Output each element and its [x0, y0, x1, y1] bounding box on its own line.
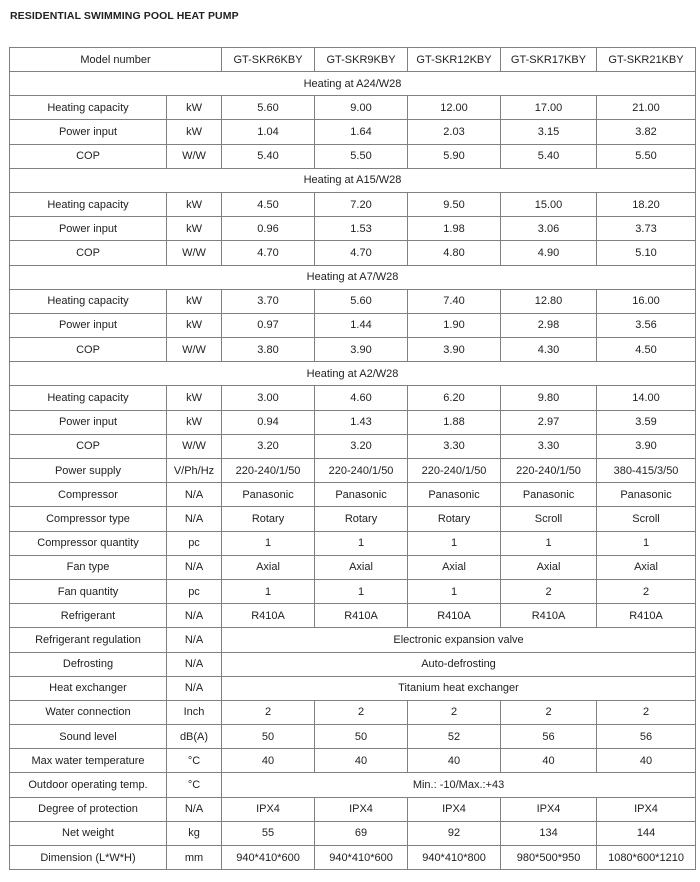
cell-value: 0.97 — [222, 313, 315, 337]
cell-value: R410A — [408, 604, 501, 628]
cell-value: 16.00 — [597, 289, 696, 313]
cell-value: 4.30 — [501, 338, 597, 362]
cell-value: 1 — [222, 531, 315, 555]
row-label: Power input — [10, 217, 167, 241]
cell-value: 4.80 — [408, 241, 501, 265]
cell-value: 56 — [597, 725, 696, 749]
cell-value: 50 — [315, 725, 408, 749]
row-label: Refrigerant — [10, 604, 167, 628]
cell-value: 3.73 — [597, 217, 696, 241]
cell-value: Rotary — [408, 507, 501, 531]
cell-value: 2 — [315, 700, 408, 724]
row-label: Power input — [10, 120, 167, 144]
row-label: Heating capacity — [10, 289, 167, 313]
row-label: COP — [10, 434, 167, 458]
table-row — [10, 434, 696, 458]
table-row — [10, 217, 696, 241]
cell-value: 7.40 — [408, 289, 501, 313]
cell-value: 4.70 — [222, 241, 315, 265]
cell-value: 5.60 — [315, 289, 408, 313]
row-label: Degree of protection — [10, 797, 167, 821]
cell-value: 3.30 — [408, 434, 501, 458]
row-unit: N/A — [167, 604, 222, 628]
model-name: GT-SKR17KBY — [501, 48, 597, 72]
row-label: Fan type — [10, 555, 167, 579]
cell-value: 940*410*800 — [408, 846, 501, 870]
row-unit: N/A — [167, 652, 222, 676]
table-row — [10, 410, 696, 434]
cell-value: 1 — [315, 579, 408, 603]
row-label: Water connection — [10, 700, 167, 724]
cell-value: 1.53 — [315, 217, 408, 241]
section-heading: Heating at A2/W28 — [10, 362, 696, 386]
row-label: Sound level — [10, 725, 167, 749]
cell-value: 3.15 — [501, 120, 597, 144]
table-row — [10, 749, 696, 773]
row-unit: W/W — [167, 338, 222, 362]
cell-value: 3.20 — [315, 434, 408, 458]
cell-value: 4.50 — [597, 338, 696, 362]
table-row — [10, 96, 696, 120]
cell-value: Panasonic — [315, 483, 408, 507]
cell-value: 9.80 — [501, 386, 597, 410]
cell-value: R410A — [222, 604, 315, 628]
model-number-label: Model number — [10, 48, 222, 72]
cell-value: 9.50 — [408, 192, 501, 216]
row-label: Fan quantity — [10, 579, 167, 603]
row-label: Power input — [10, 410, 167, 434]
model-name: GT-SKR12KBY — [408, 48, 501, 72]
row-unit: kW — [167, 217, 222, 241]
row-unit: N/A — [167, 797, 222, 821]
cell-value: R410A — [501, 604, 597, 628]
row-unit: N/A — [167, 483, 222, 507]
row-label: Dimension (L*W*H) — [10, 846, 167, 870]
cell-value: 3.82 — [597, 120, 696, 144]
cell-value: IPX4 — [408, 797, 501, 821]
cell-value: Panasonic — [597, 483, 696, 507]
cell-value: Axial — [222, 555, 315, 579]
row-unit: °C — [167, 749, 222, 773]
cell-value: 3.30 — [501, 434, 597, 458]
cell-value: 92 — [408, 821, 501, 845]
cell-value: Scroll — [597, 507, 696, 531]
row-label: Compressor quantity — [10, 531, 167, 555]
table-row — [10, 604, 696, 628]
section-heading-row — [10, 362, 696, 386]
row-label: Compressor type — [10, 507, 167, 531]
row-unit: kW — [167, 313, 222, 337]
cell-value: 4.70 — [315, 241, 408, 265]
cell-value: 2 — [597, 579, 696, 603]
cell-value: R410A — [315, 604, 408, 628]
table-row — [10, 652, 696, 676]
cell-value: 2.98 — [501, 313, 597, 337]
cell-value: 3.56 — [597, 313, 696, 337]
cell-value: 1.04 — [222, 120, 315, 144]
cell-value: 3.90 — [315, 338, 408, 362]
cell-value: 0.96 — [222, 217, 315, 241]
table-row — [10, 579, 696, 603]
cell-value: 2.97 — [501, 410, 597, 434]
section-heading-row — [10, 265, 696, 289]
row-label: Heating capacity — [10, 96, 167, 120]
table-row — [10, 773, 696, 797]
row-label: Power input — [10, 313, 167, 337]
cell-value: 3.90 — [408, 338, 501, 362]
row-label: Refrigerant regulation — [10, 628, 167, 652]
merged-value: Titanium heat exchanger — [222, 676, 696, 700]
table-row — [10, 192, 696, 216]
cell-value: 69 — [315, 821, 408, 845]
cell-value: 9.00 — [315, 96, 408, 120]
table-row — [10, 459, 696, 483]
row-label: Heat exchanger — [10, 676, 167, 700]
spec-table — [9, 47, 696, 870]
cell-value: 2 — [501, 700, 597, 724]
cell-value: 0.94 — [222, 410, 315, 434]
cell-value: 1 — [408, 531, 501, 555]
row-unit: W/W — [167, 434, 222, 458]
cell-value: 220-240/1/50 — [222, 459, 315, 483]
cell-value: 40 — [597, 749, 696, 773]
row-unit: pc — [167, 531, 222, 555]
table-row — [10, 531, 696, 555]
cell-value: 980*500*950 — [501, 846, 597, 870]
cell-value: IPX4 — [315, 797, 408, 821]
cell-value: 2 — [597, 700, 696, 724]
cell-value: 1 — [408, 579, 501, 603]
row-unit: N/A — [167, 507, 222, 531]
row-unit: kW — [167, 289, 222, 313]
header-row — [10, 48, 696, 72]
cell-value: 40 — [408, 749, 501, 773]
table-row — [10, 725, 696, 749]
cell-value: 15.00 — [501, 192, 597, 216]
cell-value: 1.44 — [315, 313, 408, 337]
cell-value: Panasonic — [222, 483, 315, 507]
cell-value: 40 — [315, 749, 408, 773]
table-row — [10, 241, 696, 265]
table-row — [10, 797, 696, 821]
cell-value: Panasonic — [408, 483, 501, 507]
row-unit: mm — [167, 846, 222, 870]
table-row — [10, 700, 696, 724]
row-label: Heating capacity — [10, 192, 167, 216]
table-row — [10, 144, 696, 168]
merged-value: Min.: -10/Max.:+43 — [222, 773, 696, 797]
cell-value: 144 — [597, 821, 696, 845]
cell-value: 1 — [501, 531, 597, 555]
page-title: RESIDENTIAL SWIMMING POOL HEAT PUMP — [10, 10, 239, 22]
model-name: GT-SKR6KBY — [222, 48, 315, 72]
cell-value: 134 — [501, 821, 597, 845]
cell-value: 940*410*600 — [315, 846, 408, 870]
cell-value: 1.43 — [315, 410, 408, 434]
cell-value: 5.40 — [222, 144, 315, 168]
row-unit: N/A — [167, 628, 222, 652]
table-row — [10, 313, 696, 337]
cell-value: 2.03 — [408, 120, 501, 144]
section-heading: Heating at A15/W28 — [10, 168, 696, 192]
cell-value: 40 — [501, 749, 597, 773]
row-label: Compressor — [10, 483, 167, 507]
cell-value: 12.00 — [408, 96, 501, 120]
cell-value: 55 — [222, 821, 315, 845]
cell-value: Scroll — [501, 507, 597, 531]
cell-value: 12.80 — [501, 289, 597, 313]
row-label: Outdoor operating temp. — [10, 773, 167, 797]
cell-value: 4.50 — [222, 192, 315, 216]
cell-value: 5.40 — [501, 144, 597, 168]
row-unit: N/A — [167, 555, 222, 579]
table-row — [10, 483, 696, 507]
cell-value: 50 — [222, 725, 315, 749]
cell-value: IPX4 — [501, 797, 597, 821]
row-unit: kW — [167, 192, 222, 216]
cell-value: Axial — [315, 555, 408, 579]
cell-value: 17.00 — [501, 96, 597, 120]
row-unit: V/Ph/Hz — [167, 459, 222, 483]
table-row — [10, 555, 696, 579]
cell-value: 940*410*600 — [222, 846, 315, 870]
cell-value: Rotary — [315, 507, 408, 531]
cell-value: 52 — [408, 725, 501, 749]
table-row — [10, 507, 696, 531]
cell-value: 1.88 — [408, 410, 501, 434]
cell-value: 21.00 — [597, 96, 696, 120]
cell-value: 380-415/3/50 — [597, 459, 696, 483]
cell-value: 5.50 — [597, 144, 696, 168]
cell-value: 40 — [222, 749, 315, 773]
row-unit: pc — [167, 579, 222, 603]
table-row — [10, 289, 696, 313]
row-unit: N/A — [167, 676, 222, 700]
cell-value: 1 — [597, 531, 696, 555]
cell-value: 2 — [501, 579, 597, 603]
cell-value: 4.90 — [501, 241, 597, 265]
cell-value: 2 — [222, 700, 315, 724]
row-unit: kW — [167, 120, 222, 144]
row-unit: kg — [167, 821, 222, 845]
cell-value: 3.90 — [597, 434, 696, 458]
cell-value: 3.06 — [501, 217, 597, 241]
table-row — [10, 821, 696, 845]
row-unit: kW — [167, 386, 222, 410]
cell-value: R410A — [597, 604, 696, 628]
table-row — [10, 628, 696, 652]
section-heading-row — [10, 168, 696, 192]
model-name: GT-SKR9KBY — [315, 48, 408, 72]
cell-value: 220-240/1/50 — [315, 459, 408, 483]
cell-value: 5.10 — [597, 241, 696, 265]
cell-value: 4.60 — [315, 386, 408, 410]
cell-value: Rotary — [222, 507, 315, 531]
cell-value: 3.80 — [222, 338, 315, 362]
row-unit: W/W — [167, 241, 222, 265]
cell-value: 14.00 — [597, 386, 696, 410]
row-label: Max water temperature — [10, 749, 167, 773]
cell-value: 5.50 — [315, 144, 408, 168]
merged-value: Electronic expansion valve — [222, 628, 696, 652]
row-unit: dB(A) — [167, 725, 222, 749]
cell-value: 6.20 — [408, 386, 501, 410]
cell-value: 1.98 — [408, 217, 501, 241]
row-label: Heating capacity — [10, 386, 167, 410]
table-row — [10, 120, 696, 144]
cell-value: Axial — [408, 555, 501, 579]
cell-value: Axial — [597, 555, 696, 579]
cell-value: 18.20 — [597, 192, 696, 216]
section-heading: Heating at A24/W28 — [10, 72, 696, 96]
model-name: GT-SKR21KBY — [597, 48, 696, 72]
row-label: COP — [10, 241, 167, 265]
cell-value: 56 — [501, 725, 597, 749]
cell-value: IPX4 — [222, 797, 315, 821]
cell-value: 5.60 — [222, 96, 315, 120]
row-unit: kW — [167, 410, 222, 434]
row-label: COP — [10, 144, 167, 168]
table-row — [10, 676, 696, 700]
cell-value: 3.59 — [597, 410, 696, 434]
cell-value: 1 — [315, 531, 408, 555]
row-unit: Inch — [167, 700, 222, 724]
cell-value: 1080*600*1210 — [597, 846, 696, 870]
table-row — [10, 338, 696, 362]
section-heading-row — [10, 72, 696, 96]
cell-value: 1.90 — [408, 313, 501, 337]
cell-value: 1.64 — [315, 120, 408, 144]
cell-value: 3.00 — [222, 386, 315, 410]
row-label: Power supply — [10, 459, 167, 483]
cell-value: IPX4 — [597, 797, 696, 821]
cell-value: 3.20 — [222, 434, 315, 458]
row-unit: kW — [167, 96, 222, 120]
table-row — [10, 846, 696, 870]
cell-value: 220-240/1/50 — [501, 459, 597, 483]
table-row — [10, 386, 696, 410]
cell-value: 2 — [408, 700, 501, 724]
cell-value: 3.70 — [222, 289, 315, 313]
cell-value: Panasonic — [501, 483, 597, 507]
row-label: Net weight — [10, 821, 167, 845]
row-label: Defrosting — [10, 652, 167, 676]
section-heading: Heating at A7/W28 — [10, 265, 696, 289]
cell-value: 5.90 — [408, 144, 501, 168]
row-unit: °C — [167, 773, 222, 797]
cell-value: 1 — [222, 579, 315, 603]
row-unit: W/W — [167, 144, 222, 168]
merged-value: Auto-defrosting — [222, 652, 696, 676]
cell-value: 7.20 — [315, 192, 408, 216]
row-label: COP — [10, 338, 167, 362]
cell-value: Axial — [501, 555, 597, 579]
cell-value: 220-240/1/50 — [408, 459, 501, 483]
